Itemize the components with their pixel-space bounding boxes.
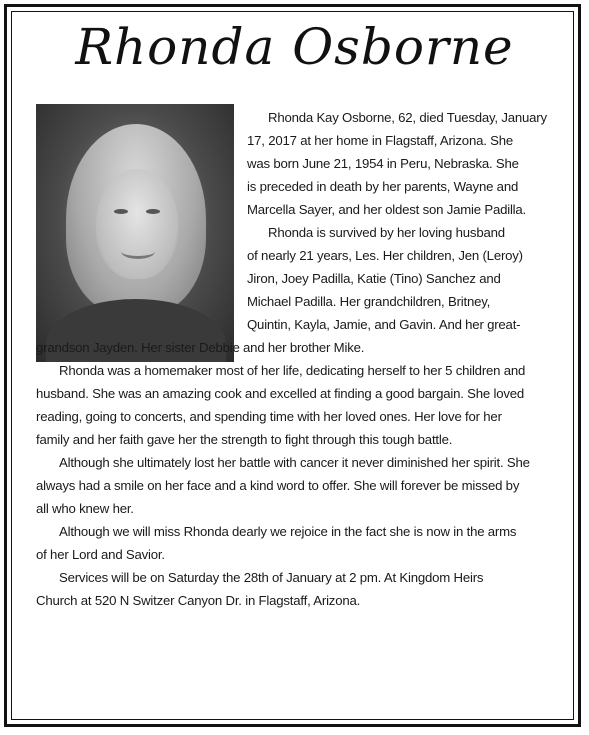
portrait-eye-right [146,209,160,214]
obituary-line: Michael Padilla. Her grandchildren, Britney, [247,294,491,309]
obituary-line: is preceded in death by her parents, Wayne and [247,179,519,194]
portrait-smile [121,244,155,259]
obituary-line: Rhonda was a homemaker most of her life, dedicating herself to her 5 children and [59,363,526,378]
obituary-line: Church at 520 N Switzer Canyon Dr. in Flagstaff, Arizona. [36,593,361,608]
obituary-line: Rhonda Kay Osborne, 62, died Tuesday, January [268,110,547,125]
portrait-photo [36,104,234,362]
obituary-line: 17, 2017 at her home in Flagstaff, Arizona. She [247,133,514,148]
obituary-line: husband. She was an amazing cook and excelled at finding a good bargain. She loved [36,386,525,401]
obituary-line: family and her faith gave her the strength to fight through this tough battle. [36,432,453,447]
portrait-eye-left [114,209,128,214]
obituary-line: Although we will miss Rhonda dearly we rejoice in the fact she is now in the arms [59,524,517,539]
obituary-line: always had a smile on her face and a kind word to offer. She will forever be missed by [36,478,520,493]
obituary-line: Services will be on Saturday the 28th of January at 2 pm. At Kingdom Heirs [59,570,484,585]
deceased-name: Rhonda Osborne [75,18,514,76]
obituary-line: reading, going to concerts, and spending time with her loved ones. Her love for her [36,409,502,424]
obituary-line: Rhonda is survived by her loving husband [268,225,505,240]
obituary-line: of her Lord and Savior. [36,547,165,562]
obituary-line: all who knew her. [36,501,134,516]
obituary-line: of nearly 21 years, Les. Her children, Jen (Leroy) [247,248,523,263]
obituary-line: grandson Jayden. Her sister Debbie and her brother Mike. [36,340,365,355]
obituary-line: was born June 21, 1954 in Peru, Nebraska. She [247,156,519,171]
obituary-line: Quintin, Kayla, Jamie, and Gavin. And her great- [247,317,521,332]
portrait-face [96,169,178,279]
obituary-line: Although she ultimately lost her battle with cancer it never diminished her spirit. She [59,455,530,470]
obituary-line: Marcella Sayer, and her oldest son Jamie Padilla. [247,202,527,217]
obituary-line: Jiron, Joey Padilla, Katie (Tino) Sanchez and [247,271,501,286]
